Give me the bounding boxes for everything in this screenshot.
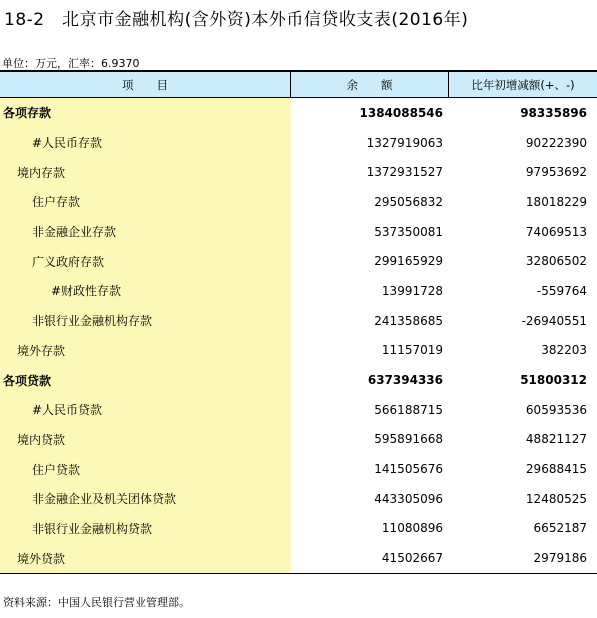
row-balance: 537350081 [374,224,443,239]
row-label: 境外存款 [17,343,66,358]
unit-note: 单位：万元，汇率：6.9370 [2,57,140,70]
row-change: 60593536 [525,402,587,417]
table-row [0,366,597,395]
row-change: 2979186 [533,551,587,566]
row-label: 非银行业金融机构存款 [32,314,153,329]
row-change: 29688415 [525,462,587,477]
table-row [0,158,597,187]
row-label: 住户贷款 [32,462,81,477]
row-change: 98335896 [520,105,587,120]
table-row [0,455,597,484]
row-balance: 1372931527 [366,165,443,180]
table-row [0,187,597,216]
row-balance: 41502667 [381,551,443,566]
row-balance: 566188715 [374,402,443,417]
table-row [0,514,597,543]
table-row [0,217,597,246]
row-change: 382203 [541,343,587,358]
table-row [0,336,597,365]
table-row [0,484,597,513]
table-row [0,128,597,157]
source-note: 资料来源：中国人民银行营业管理部。 [3,596,190,609]
row-balance: 637394336 [367,373,443,388]
row-balance: 241358685 [374,313,443,328]
table-row [0,395,597,424]
header-change: 比年初增减额(+、-) [471,77,575,92]
row-change: 51800312 [520,373,587,388]
row-label: 非银行业金融机构贷款 [32,521,153,536]
table-body [0,98,597,574]
row-change: 18018229 [525,194,587,209]
credit-table [0,70,597,574]
page-title: 18-2 北京市金融机构(含外资)本外币信贷收支表(2016年) [4,10,469,30]
row-change: 6652187 [533,521,587,536]
row-balance: 1384088546 [359,105,443,120]
row-label: #人民币贷款 [32,403,103,418]
row-label: 境内贷款 [17,432,66,447]
row-change: 74069513 [525,224,587,239]
row-balance: 141505676 [374,462,443,477]
row-label: 各项贷款 [3,373,52,388]
row-change: 90222390 [525,135,587,150]
row-label: #财政性存款 [51,284,122,299]
table-row [0,98,597,127]
row-change: 12480525 [525,491,587,506]
row-label: 广义政府存款 [32,254,105,269]
row-label: 非金融企业存款 [32,225,117,240]
row-balance: 13991728 [381,283,443,298]
row-balance: 299165929 [374,254,443,269]
header-balance: 余 额 [291,72,449,97]
row-label: 境外贷款 [17,551,66,566]
row-balance: 11080896 [381,521,443,536]
row-balance: 443305096 [374,491,443,506]
row-label: 住户存款 [32,195,81,210]
table-row [0,425,597,454]
row-balance: 11157019 [381,343,443,358]
row-change: -559764 [536,283,587,298]
row-change: 97953692 [525,165,587,180]
table-row [0,247,597,276]
table-row [0,306,597,335]
row-balance: 1327919063 [366,135,443,150]
table-row [0,276,597,305]
row-balance: 295056832 [374,194,443,209]
table-row [0,544,597,573]
row-label: #人民币存款 [32,136,103,151]
row-label: 各项存款 [3,106,52,121]
row-change: -26940551 [521,313,587,328]
row-label: 境内存款 [17,165,66,180]
row-balance: 595891668 [374,432,443,447]
row-change: 48821127 [525,432,587,447]
row-change: 32806502 [525,254,587,269]
table-header [0,70,597,98]
row-label: 非金融企业及机关团体贷款 [32,492,177,507]
header-item: 项 目 [0,72,291,97]
